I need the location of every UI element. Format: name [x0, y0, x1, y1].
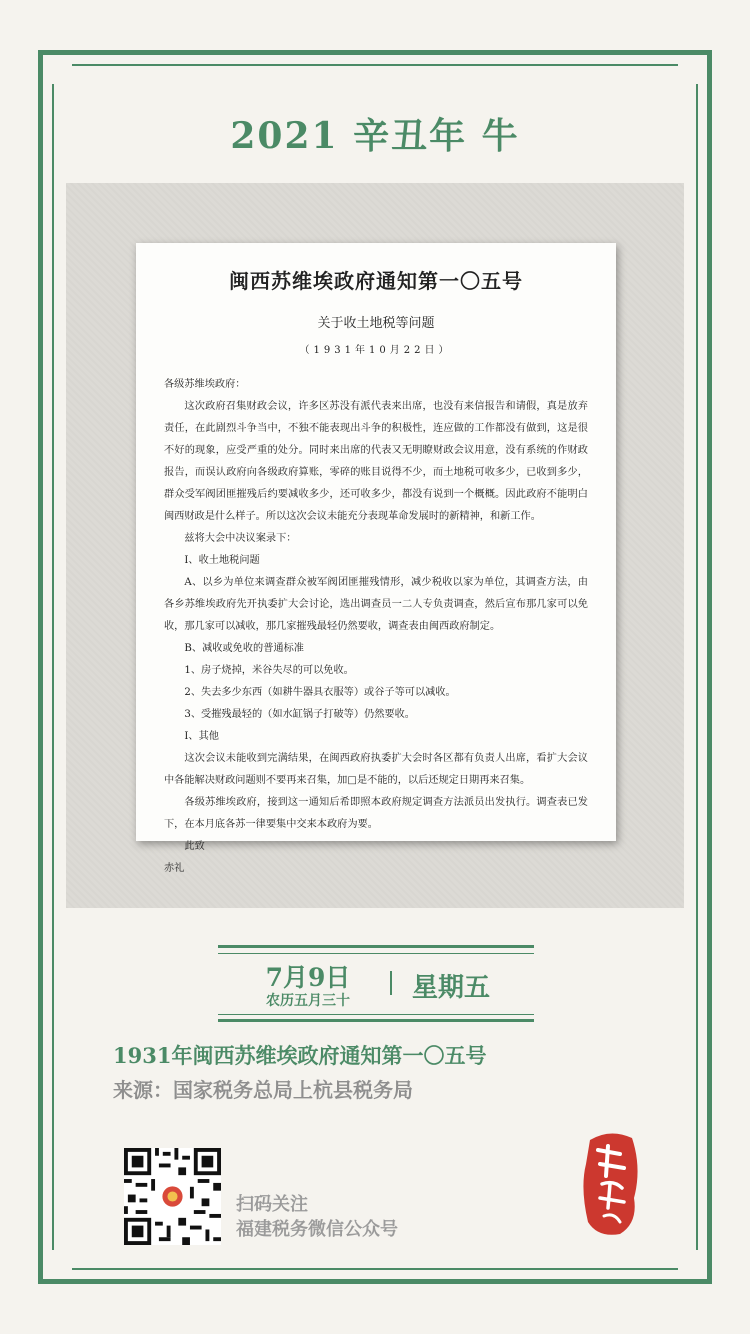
divider	[218, 1014, 534, 1015]
qr-caption-line2: 福建税务微信公众号	[236, 1219, 398, 1240]
document-paragraph: 兹将大会中决议案录下：	[184, 533, 297, 544]
qr-caption-line1: 扫码关注	[236, 1194, 308, 1215]
document-paragraph: 2、失去多少东西（如耕牛器具衣服等）或谷子等可以减收。	[184, 687, 456, 698]
image-caption: 1931年闽西苏维埃政府通知第一〇五号	[113, 1043, 487, 1068]
divider	[218, 953, 534, 954]
date-label: 7月9日	[265, 963, 351, 992]
document-paragraph: 各级苏维埃政府，接到这一通知后希即照本政府规定调查方法派员出发执行。调查表已发下，在本月底各苏一律要集中交来本政府为要。	[164, 797, 588, 830]
document-paragraph: 赤礼	[164, 863, 185, 874]
document-subtitle: 关于收土地税等问题	[317, 316, 435, 331]
corner-ornament-bottom-left	[38, 1250, 72, 1284]
divider	[218, 1019, 534, 1022]
document-date: （1931年10月22日）	[299, 345, 453, 356]
document-paragraph: 这次会议未能收到完满结果，在闽西政府执委扩大会时各区都有负责人出席，看扩大会议中各能解决财政问题则不要再来召集，加□是不能的，以后还规定日期再来召集。	[164, 753, 588, 786]
document-paragraph: 1、房子烧掉，米谷失尽的可以免收。	[184, 665, 354, 676]
document-paragraph: A、以乡为单位来调查群众被军阀团匪摧残情形，减少税收以家为单位，其调查方法，由各乡苏维埃政府先开执委扩大会讨论，选出调查员一二人专负责调查，然后宣布那几家可以免收，那几家可以减收，那几家摧残最轻仍然要收，调查表由闽西政府制定。	[164, 577, 588, 632]
document-title: 闽西苏维埃政府通知第一〇五号	[229, 269, 523, 293]
date-separator	[390, 971, 392, 995]
weekday-label: 星期五	[412, 973, 491, 1003]
document-paragraph: 各级苏维埃政府：	[164, 379, 246, 390]
divider	[218, 945, 534, 948]
qr-code[interactable]	[124, 1148, 221, 1245]
corner-ornament-bottom-right	[678, 1250, 712, 1284]
corner-ornament-top-left	[38, 50, 72, 84]
lunar-date-label: 农历五月三十	[266, 993, 350, 1009]
document-paragraph: 此致	[184, 841, 205, 852]
seal-stamp-logo	[580, 1128, 642, 1238]
corner-ornament-top-right	[678, 50, 712, 84]
document-paragraph: 这次政府召集财政会议，许多区苏没有派代表来出席，也没有来信报告和请假，真是放弃责任，在此剧烈斗争当中，不独不能表现出斗争的积极性，连应做的工作都没有做到，这是很不好的现象，应受严重的处分。同时来出席的代表又无明瞭财政会议用意，没有系统的作财政报告，而误认政府向各级政府算账，零碎的账目说得不少，而土地税可收多少，已收到多少，群众受军阀团匪摧残后约要减收多少，还可收多少，都没有说到一个概概。因此政府不能明白闽西财政是什么样子。所以这次会议未能充分表现革命发展时的新精神，和新工作。	[164, 401, 588, 522]
page-title: 2021 辛丑年 牛	[230, 115, 520, 157]
historical-document	[136, 243, 616, 874]
document-paragraph: B、减收或免收的普通标准	[184, 643, 304, 654]
document-paragraph: Ⅰ、其他	[184, 731, 219, 742]
document-paragraph: Ⅰ、收土地税问题	[184, 555, 260, 566]
document-paragraph: 3、受摧残最轻的（如水缸锅子打破等）仍然要收。	[184, 709, 415, 720]
image-source: 来源：国家税务总局上杭县税务局	[113, 1078, 413, 1102]
